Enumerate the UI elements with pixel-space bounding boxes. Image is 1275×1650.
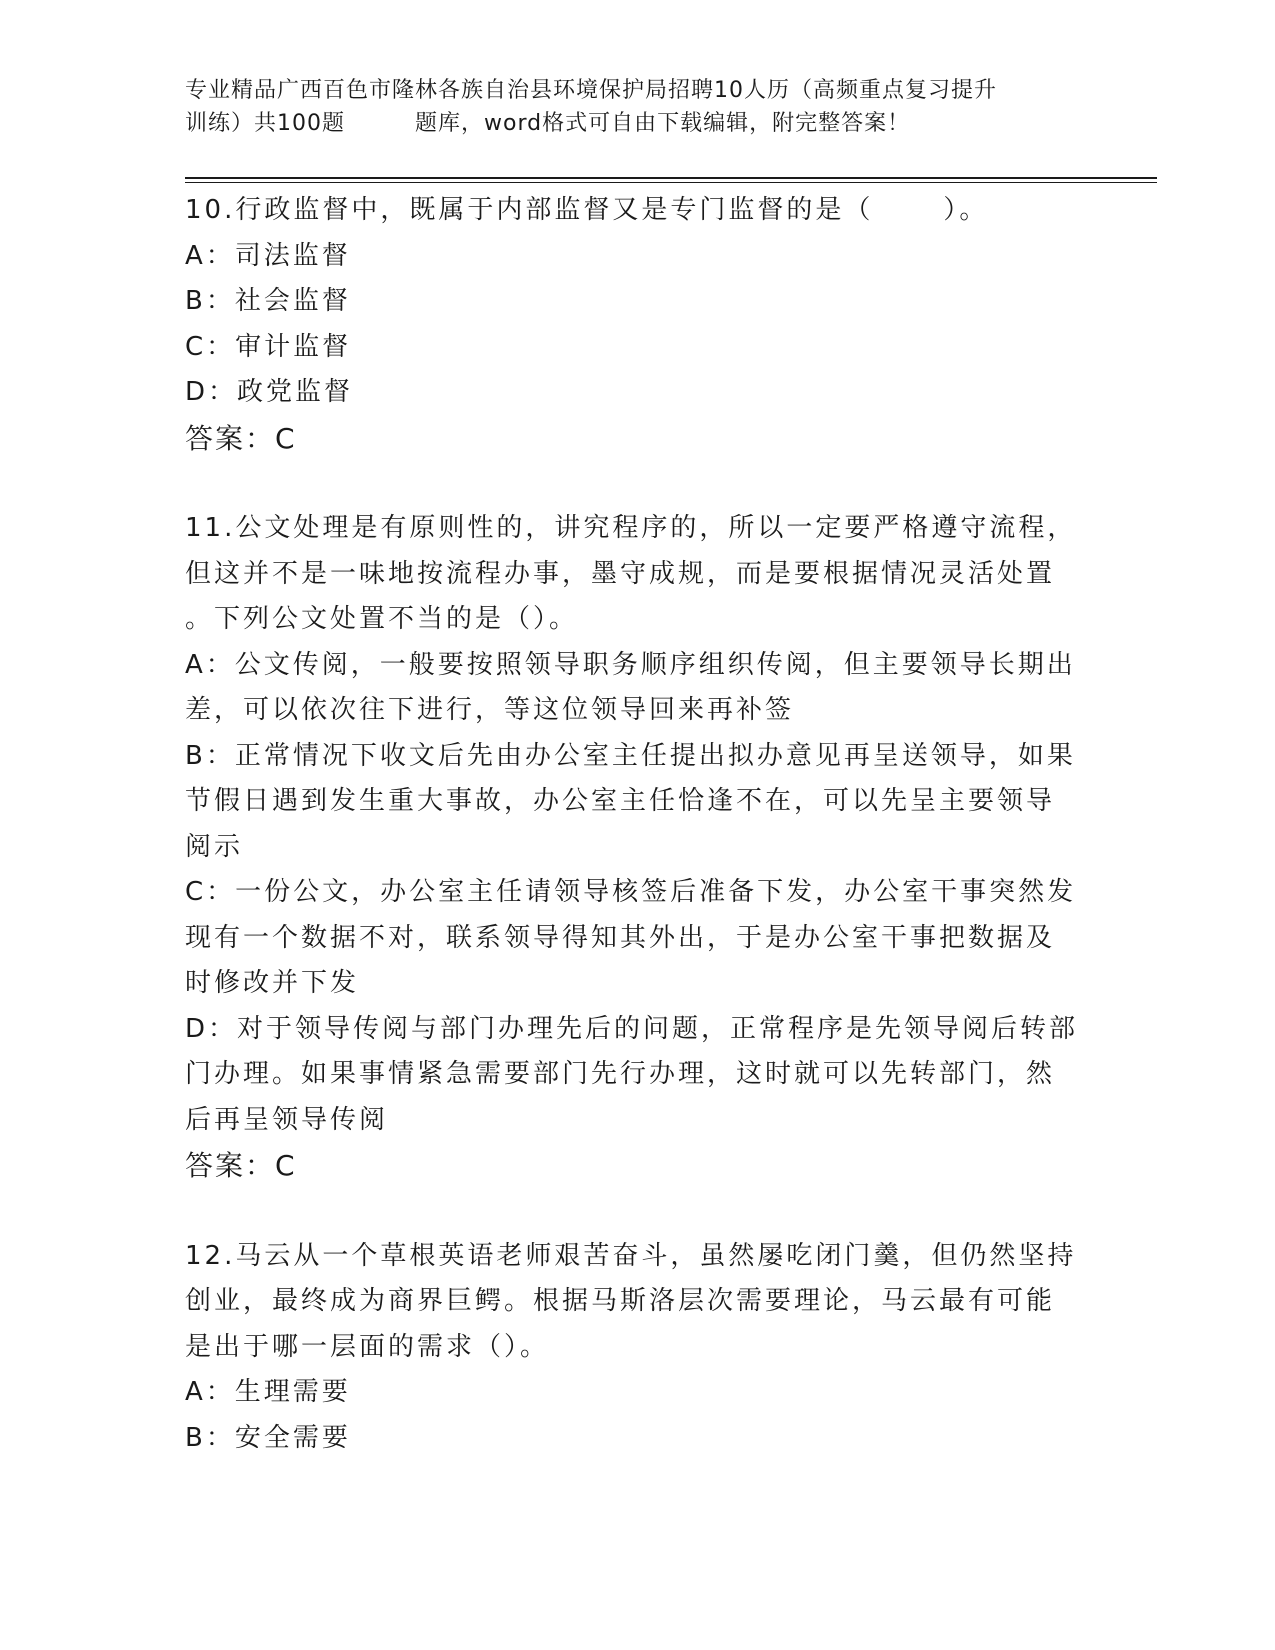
question-stem: 10.行政监督中，既属于内部监督又是专门监督的是（ ）。 (185, 195, 989, 225)
question-stem-line: 是出于哪一层面的需求（）。 (185, 1331, 550, 1362)
question-10 (185, 188, 1085, 461)
answer: 答案：C (185, 421, 297, 455)
question-stem-line: 但这并不是一味地按流程办事，墨守成规，而是要根据情况灵活处置 (185, 558, 1056, 589)
header-line-1: 专业精品广西百色市隆林各族自治县环境保护局招聘10人历（高频重点复习提升 (185, 78, 997, 103)
option-c-line: 现有一个数据不对，联系领导得知其外出，于是办公室干事把数据及 (185, 922, 1056, 953)
option-b-line: B：正常情况下收文后先由办公室主任提出拟办意见再呈送领导，如果 (185, 740, 1076, 771)
question-stem-line: 创业，最终成为商界巨鳄。根据马斯洛层次需要理论，马云最有可能 (185, 1286, 1056, 1316)
question-11 (185, 506, 1085, 1189)
option-d: D：政党监督 (185, 377, 354, 407)
option-b-line: 阅示 (185, 831, 244, 862)
question-stem-line: 。下列公文处置不当的是（）。 (185, 604, 579, 634)
option-a-line: A：公文传阅，一般要按照领导职务顺序组织传阅，但主要领导长期出 (185, 649, 1076, 680)
header-divider-thick (185, 177, 1157, 179)
header-divider-thin (185, 182, 1157, 183)
answer: 答案：C (185, 1149, 297, 1182)
option-a: A：司法监督 (185, 240, 351, 271)
question-stem-line: 12.马云从一个草根英语老师艰苦奋斗，虽然屡吃闭门羹，但仍然坚持 (185, 1240, 1077, 1271)
option-b: B：安全需要 (185, 1422, 351, 1453)
option-b-line: 节假日遇到发生重大事故，办公室主任恰逢不在，可以先呈主要领导 (185, 786, 1056, 816)
option-b: B：社会监督 (185, 286, 351, 316)
option-a: A：生理需要 (185, 1377, 351, 1407)
option-a-line: 差，可以依次往下进行，等这位领导回来再补签 (185, 695, 795, 725)
question-12 (185, 1234, 1085, 1462)
option-c-line: 时修改并下发 (185, 968, 360, 998)
option-d-line: 后再呈领导传阅 (185, 1104, 389, 1135)
option-c: C：审计监督 (185, 331, 352, 362)
question-stem-line: 11.公文处理是有原则性的，讲究程序的，所以一定要严格遵守流程， (185, 513, 1077, 543)
option-c-line: C：一份公文，办公室主任请领导核签后准备下发，办公室干事突然发 (185, 877, 1077, 907)
option-d-line: D：对于领导传阅与部门办理先后的问题，正常程序是先领导阅后转部 (185, 1013, 1079, 1044)
header-line-2a: 训练）共100题 (185, 111, 345, 136)
option-d-line: 门办理。如果事情紧急需要部门先行办理，这时就可以先转部门，然 (185, 1059, 1056, 1089)
page-header (185, 74, 1065, 140)
question-list (185, 188, 1085, 1461)
header-line-2 (185, 107, 1065, 140)
header-line-2b: 题库，word格式可自由下载编辑，附完整答案！ (415, 111, 911, 136)
